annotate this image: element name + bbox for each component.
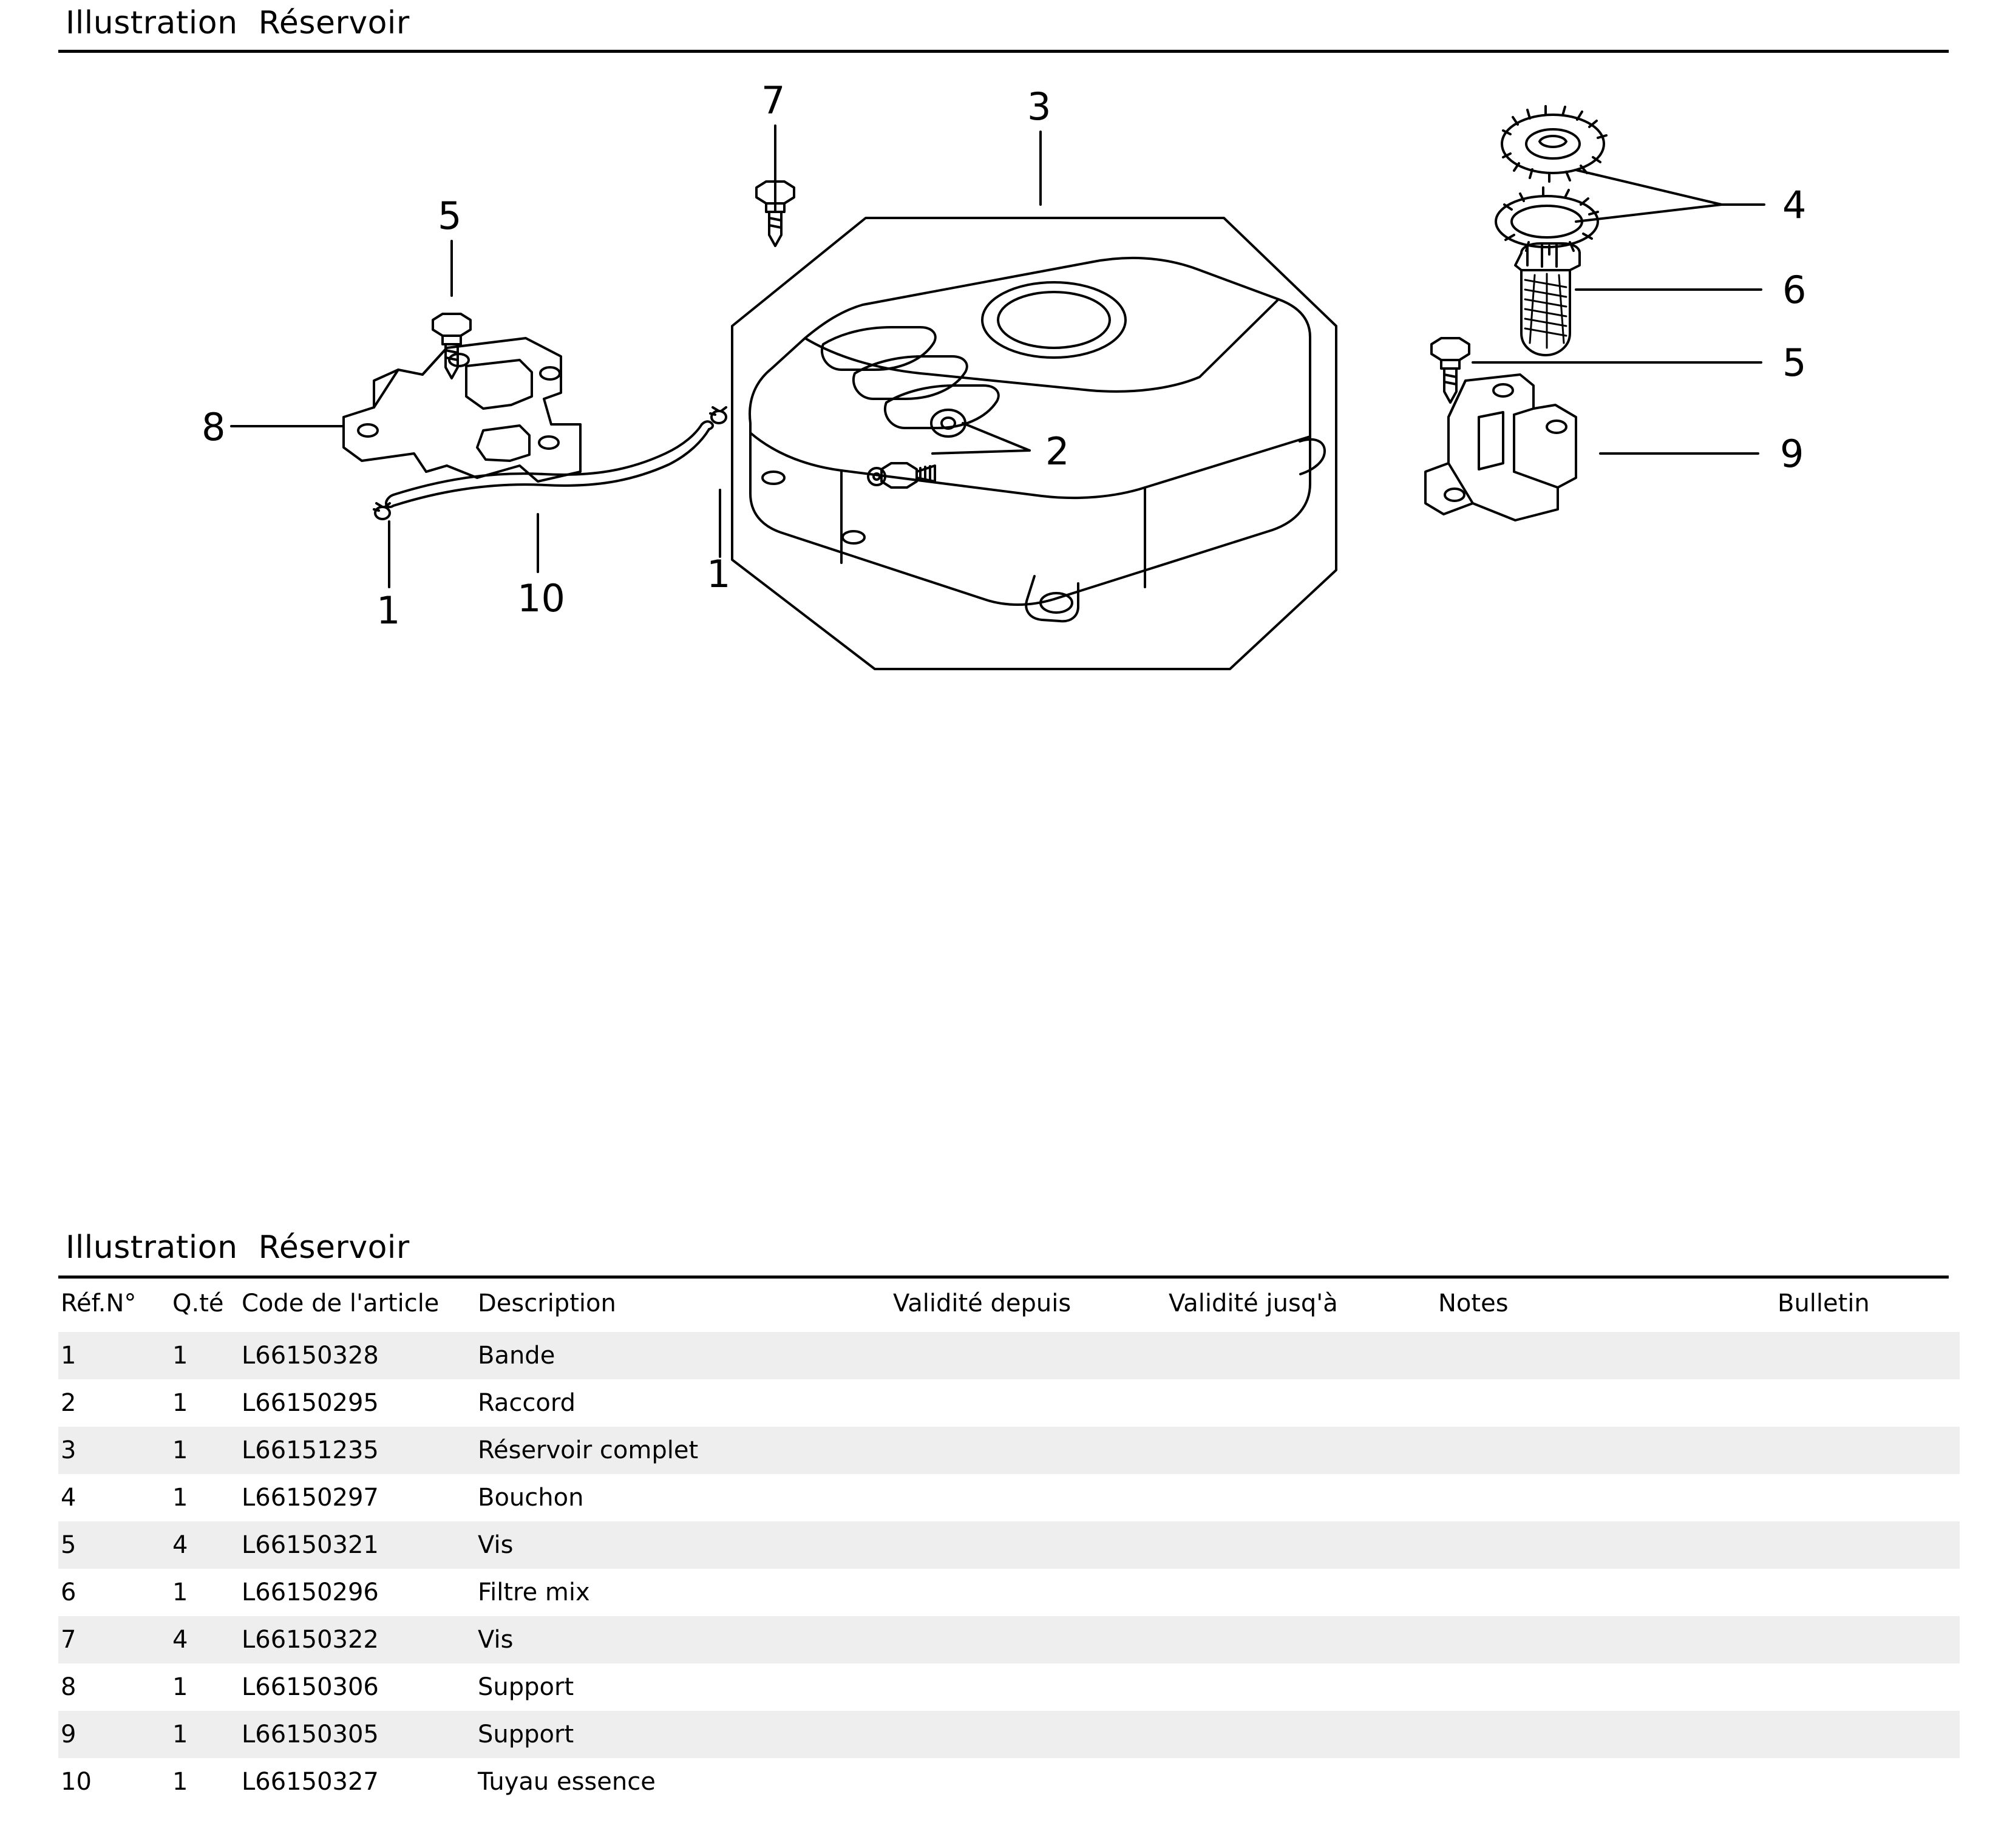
page-title-bottom: Illustration Réservoir [66, 1229, 410, 1266]
header-valid-to: Validité jusq'à [1169, 1289, 1338, 1317]
hose-clamp-left [374, 503, 390, 519]
cell-code: L66150306 [242, 1673, 379, 1701]
parts-table [58, 1279, 1960, 1806]
cell-notes [1436, 1379, 1775, 1427]
table-header-row [58, 1279, 1960, 1332]
cell-qty: 1 [170, 1427, 239, 1474]
screw-5-right-thread-2 [1444, 382, 1456, 384]
cell-description: Vis [475, 1616, 891, 1663]
table-row [58, 1758, 1960, 1806]
cell-valid-to [1166, 1616, 1436, 1663]
screw-5-right-thread-1 [1444, 375, 1456, 377]
tank-top-deck [805, 299, 1279, 392]
cell-code: L66151235 [239, 1427, 475, 1474]
cell-valid-from [891, 1758, 1166, 1806]
page-title-top: Illustration Réservoir [66, 5, 410, 41]
cell-qty: 1 [170, 1711, 239, 1758]
illustration-svg [58, 53, 1949, 1218]
cell-ref: 4 [61, 1484, 76, 1512]
cell-qty: 1 [172, 1484, 188, 1512]
cell-valid-to [1166, 1332, 1436, 1379]
cell-qty: 1 [172, 1389, 188, 1417]
cell-bulletin [1775, 1332, 1960, 1379]
cell-description: Bande [475, 1332, 891, 1379]
cell-notes [1436, 1758, 1775, 1806]
callout-1-left-label: 1 [376, 588, 401, 633]
cell-ref: 5 [58, 1521, 170, 1569]
screw-5-right-head [1431, 338, 1469, 360]
cell-valid-from [891, 1521, 1166, 1569]
fuel-hose-10 [386, 421, 713, 507]
tank-body-shoulder [750, 433, 1310, 498]
cell-notes [1436, 1616, 1775, 1663]
screw-7-thread-2 [769, 225, 781, 228]
cell-valid-to [1166, 1711, 1436, 1758]
cell-bulletin [1775, 1711, 1960, 1758]
cell-code: L66150295 [242, 1389, 379, 1417]
cell-qty: 4 [170, 1616, 239, 1663]
cell-bulletin [1775, 1379, 1960, 1427]
cell-code: L66150328 [239, 1332, 475, 1379]
cell-description: Vis [475, 1521, 891, 1569]
cell-valid-from [891, 1711, 1166, 1758]
screw-5-left-shank [446, 344, 458, 378]
header-bulletin: Bulletin [1778, 1289, 1870, 1317]
cell-ref: 3 [58, 1427, 170, 1474]
header-ref: Réf.N° [61, 1289, 137, 1317]
cell-qty: 1 [170, 1332, 239, 1379]
cell-ref: 1 [58, 1332, 170, 1379]
tank-boss-left [762, 472, 784, 484]
cell-description: Support [475, 1711, 891, 1758]
cell-description: Bouchon [478, 1484, 584, 1512]
cell-qty: 1 [172, 1673, 188, 1701]
leader-2a [963, 423, 1030, 450]
header-description: Description [478, 1289, 616, 1317]
header-qty: Q.té [172, 1289, 224, 1317]
table-row [58, 1521, 1960, 1569]
tank-body [750, 258, 1310, 605]
cell-notes [1436, 1332, 1775, 1379]
header-code: Code de l'article [242, 1289, 440, 1317]
cell-ref: 2 [61, 1389, 76, 1417]
cell-valid-from [891, 1427, 1166, 1474]
cell-bulletin [1775, 1427, 1960, 1474]
table-row [58, 1474, 1960, 1521]
callout-1-right-label: 1 [707, 552, 731, 596]
screw-7-thread-1 [769, 218, 781, 220]
table-row [58, 1332, 1960, 1379]
cell-code: L66150321 [239, 1521, 475, 1569]
leader-4a [1576, 170, 1722, 205]
cell-notes [1436, 1427, 1775, 1474]
cell-qty: 1 [172, 1768, 188, 1796]
cell-ref: 10 [61, 1768, 92, 1796]
tank-outlet-hole [1041, 593, 1072, 613]
callout-10-label: 10 [517, 576, 565, 620]
cell-code: L66150305 [239, 1711, 475, 1758]
cell-qty: 4 [170, 1521, 239, 1569]
cell-valid-from [891, 1663, 1166, 1711]
callout-8-label: 8 [202, 405, 226, 449]
cell-bulletin [1775, 1474, 1960, 1521]
hose-clamp-right [710, 407, 726, 423]
cell-valid-from [891, 1569, 1166, 1616]
cell-valid-to [1166, 1427, 1436, 1474]
cell-ref: 8 [61, 1673, 76, 1701]
parts-table-body [58, 1332, 1960, 1806]
cell-notes [1436, 1521, 1775, 1569]
cell-notes [1436, 1474, 1775, 1521]
cell-bulletin [1775, 1569, 1960, 1616]
cell-bulletin [1775, 1616, 1960, 1663]
screw-7-shank [769, 212, 781, 246]
callout-2-label: 2 [1045, 429, 1070, 474]
cell-description: Raccord [478, 1389, 576, 1417]
fitting-2 [868, 410, 965, 487]
cell-valid-to [1166, 1474, 1436, 1521]
cell-code: L66150296 [242, 1578, 379, 1606]
cell-valid-from [891, 1379, 1166, 1427]
table-row [58, 1616, 1960, 1663]
cell-ref: 7 [58, 1616, 170, 1663]
cell-ref: 6 [61, 1578, 76, 1606]
tank-boss-center [843, 531, 864, 543]
callout-9-label: 9 [1780, 432, 1804, 476]
cell-description: Réservoir complet [475, 1427, 891, 1474]
screw-5-right-shank [1444, 369, 1456, 403]
tank-frame [732, 218, 1336, 669]
fuel-cap [1502, 106, 1606, 182]
table-row [58, 1569, 1960, 1616]
parts-table-head [58, 1279, 1960, 1332]
callout-6-label: 6 [1782, 268, 1807, 312]
cell-description: Filtre mix [478, 1578, 590, 1606]
tank-filler-neck-outer [982, 282, 1126, 358]
cell-valid-to [1166, 1758, 1436, 1806]
screw-5-right-collar [1441, 360, 1459, 369]
cell-description: Tuyau essence [478, 1768, 656, 1796]
cell-description: Support [478, 1673, 574, 1701]
screw-5-left-thread-1 [446, 350, 458, 353]
cell-valid-to [1166, 1663, 1436, 1711]
cell-notes [1436, 1663, 1775, 1711]
cell-notes [1436, 1569, 1775, 1616]
cell-valid-to [1166, 1521, 1436, 1569]
cell-code: L66150327 [242, 1768, 379, 1796]
bracket-8 [344, 338, 580, 481]
screw-5-left-head [433, 314, 470, 336]
cell-ref: 9 [58, 1711, 170, 1758]
cell-bulletin [1775, 1758, 1960, 1806]
cell-valid-from [891, 1474, 1166, 1521]
callout-5-left-label: 5 [438, 194, 462, 238]
tank-side-lug [1300, 440, 1325, 474]
table-row [58, 1663, 1960, 1711]
cell-bulletin [1775, 1521, 1960, 1569]
cell-bulletin [1775, 1663, 1960, 1711]
cell-valid-from [891, 1332, 1166, 1379]
table-row [58, 1427, 1960, 1474]
cell-valid-to [1166, 1379, 1436, 1427]
fuel-filter [1515, 243, 1580, 355]
cell-qty: 1 [172, 1578, 188, 1606]
callout-3-label: 3 [1027, 84, 1051, 129]
leader-2b [932, 450, 1030, 454]
callout-5-right-label: 5 [1782, 341, 1807, 385]
header-notes: Notes [1438, 1289, 1509, 1317]
callout-4-label: 4 [1782, 183, 1807, 227]
table-row [58, 1379, 1960, 1427]
cell-notes [1436, 1711, 1775, 1758]
cell-valid-to [1166, 1569, 1436, 1616]
callout-7-label: 7 [761, 78, 786, 123]
cell-code: L66150322 [239, 1616, 475, 1663]
screw-5-left-collar [443, 336, 461, 344]
exploded-view-illustration [58, 53, 1949, 1218]
tank-filler-neck-inner [998, 292, 1110, 348]
cell-code: L66150297 [242, 1484, 379, 1512]
screw-5-left-thread-2 [446, 358, 458, 360]
cell-valid-from [891, 1616, 1166, 1663]
header-valid-from: Validité depuis [893, 1289, 1071, 1317]
table-row [58, 1711, 1960, 1758]
